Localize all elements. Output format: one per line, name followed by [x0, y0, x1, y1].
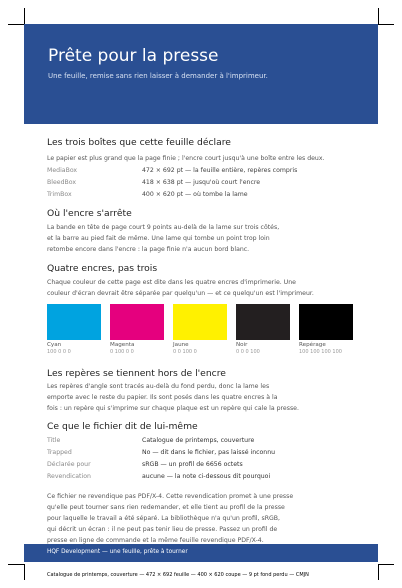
marks-line-3: fois : un repère qui s'imprime sur chaque plaque est un repère qui cale la presse. — [47, 405, 299, 412]
footer-band — [24, 544, 378, 562]
crop-mark-bottom-left-horizontal — [8, 564, 24, 565]
box-key: TrimBox — [47, 191, 72, 198]
crop-mark-top-right-vertical — [378, 8, 379, 24]
swatch-code: 0 100 0 0 — [110, 349, 134, 355]
ink-stop-section-title: Où l'encre s'arrête — [47, 208, 132, 219]
ink-stop-line-3: retombe encore dans l'encre : la page finie n'a aucun bord blanc. — [47, 246, 250, 253]
header-band — [24, 24, 378, 124]
swatch-black — [236, 304, 290, 355]
marks-section-title: Les repères se tiennent hors de l'encre — [47, 368, 226, 379]
crop-mark-bottom-right-horizontal — [378, 564, 394, 565]
page-title: Prête pour la presse — [48, 46, 219, 66]
boxes-section-title: Les trois boîtes que cette feuille déclare — [47, 137, 231, 148]
marks-line-1: Les repères d'angle sont tracés au-delà du fond perdu, donc la lame les — [47, 383, 270, 390]
slug-line: Catalogue de printemps, couverture — 472 × 692 feuille — 400 × 620 coupe — 9 pt fond perdu — CMJN — [47, 572, 309, 578]
swatch-registration — [299, 304, 353, 355]
swatch-chip — [47, 304, 101, 340]
swatch-code: 100 100 100 100 — [299, 349, 342, 355]
file-line-5: presse en ligne de commande et la même feuille revendique PDF/X-4. — [47, 537, 264, 544]
swatch-code: 0 0 100 0 — [173, 349, 197, 355]
crop-mark-bottom-left-vertical — [24, 564, 25, 580]
swatch-name: Noir — [236, 342, 248, 348]
crop-mark-bottom-right-vertical — [378, 564, 379, 580]
swatch-cyan — [47, 304, 101, 355]
file-line-4: qui décrit un écran : il ne peut pas tenir lieu de presse. Passez un profil de — [47, 526, 278, 533]
meta-key: Revendication — [47, 473, 91, 480]
swatch-chip — [110, 304, 164, 340]
box-key: MediaBox — [47, 167, 78, 174]
footer-band-text: HQF Development — une feuille, prête à tourner — [47, 549, 188, 555]
box-value: 418 × 638 pt — jusqu'où court l'encre — [142, 179, 261, 186]
file-line-2: qu'elle peut tourner sans rien redemander, et elle tient au profil de la presse — [47, 504, 285, 511]
marks-line-2: emporte avec le reste du papier. Ils sont posés dans les quatre encres à la — [47, 394, 278, 401]
four-inks-line-2: couleur d'écran devrait être séparée par quelqu'un — et ce quelqu'un est l'imprimeur. — [47, 290, 314, 297]
meta-key: Déclarée pour — [47, 461, 91, 468]
swatch-yellow — [173, 304, 227, 355]
file-line-3: pour laquelle le travail a été séparé. La bibliothèque n'a qu'un profil, sRGB, — [47, 515, 281, 522]
crop-mark-top-left-horizontal — [8, 24, 24, 25]
meta-value: aucune — la note ci-dessous dit pourquoi — [142, 473, 271, 480]
swatch-magenta — [110, 304, 164, 355]
file-line-1: Ce fichier ne revendique pas PDF/X-4. Cette revendication promet à une presse — [47, 493, 294, 500]
swatch-code: 0 0 0 100 — [236, 349, 260, 355]
swatch-name: Magenta — [110, 342, 135, 348]
meta-value: sRGB — un profil de 6656 octets — [142, 461, 243, 468]
swatch-chip — [173, 304, 227, 340]
swatch-chip — [299, 304, 353, 340]
crop-mark-top-right-horizontal — [378, 24, 394, 25]
boxes-section-text: Le papier est plus grand que la page finie ; l'encre court jusqu'à une boîte entre les deux. — [47, 155, 325, 162]
meta-key: Title — [47, 437, 61, 444]
file-section-title: Ce que le fichier dit de lui-même — [47, 421, 198, 432]
ink-stop-line-1: La bande en tête de page court 9 points au-delà de la lame sur trois côtés, — [47, 224, 280, 231]
swatch-name: Jaune — [173, 342, 189, 348]
four-inks-section-title: Quatre encres, pas trois — [47, 263, 158, 274]
box-value: 400 × 620 pt — où tombe la lame — [142, 191, 248, 198]
box-key: BleedBox — [47, 179, 77, 186]
meta-value: No — dit dans le fichier, pas laissé inconnu — [142, 449, 276, 456]
page-subtitle: Une feuille, remise sans rien laisser à demander à l'imprimeur. — [48, 72, 268, 80]
swatch-name: Repérage — [299, 342, 326, 348]
meta-key: Trapped — [47, 449, 72, 456]
box-value: 472 × 692 pt — la feuille entière, repères compris — [142, 167, 298, 174]
four-inks-line-1: Chaque couleur de cette page est dite dans les quatre encres d'imprimerie. Une — [47, 279, 296, 286]
ink-stop-line-2: et la barre au pied fait de même. Une lame qui tombe un point trop loin — [47, 235, 270, 242]
crop-mark-top-left-vertical — [24, 8, 25, 24]
ink-swatches — [47, 304, 357, 360]
swatch-name: Cyan — [47, 342, 62, 348]
swatch-code: 100 0 0 0 — [47, 349, 71, 355]
meta-value: Catalogue de printemps, couverture — [142, 437, 255, 444]
swatch-chip — [236, 304, 290, 340]
